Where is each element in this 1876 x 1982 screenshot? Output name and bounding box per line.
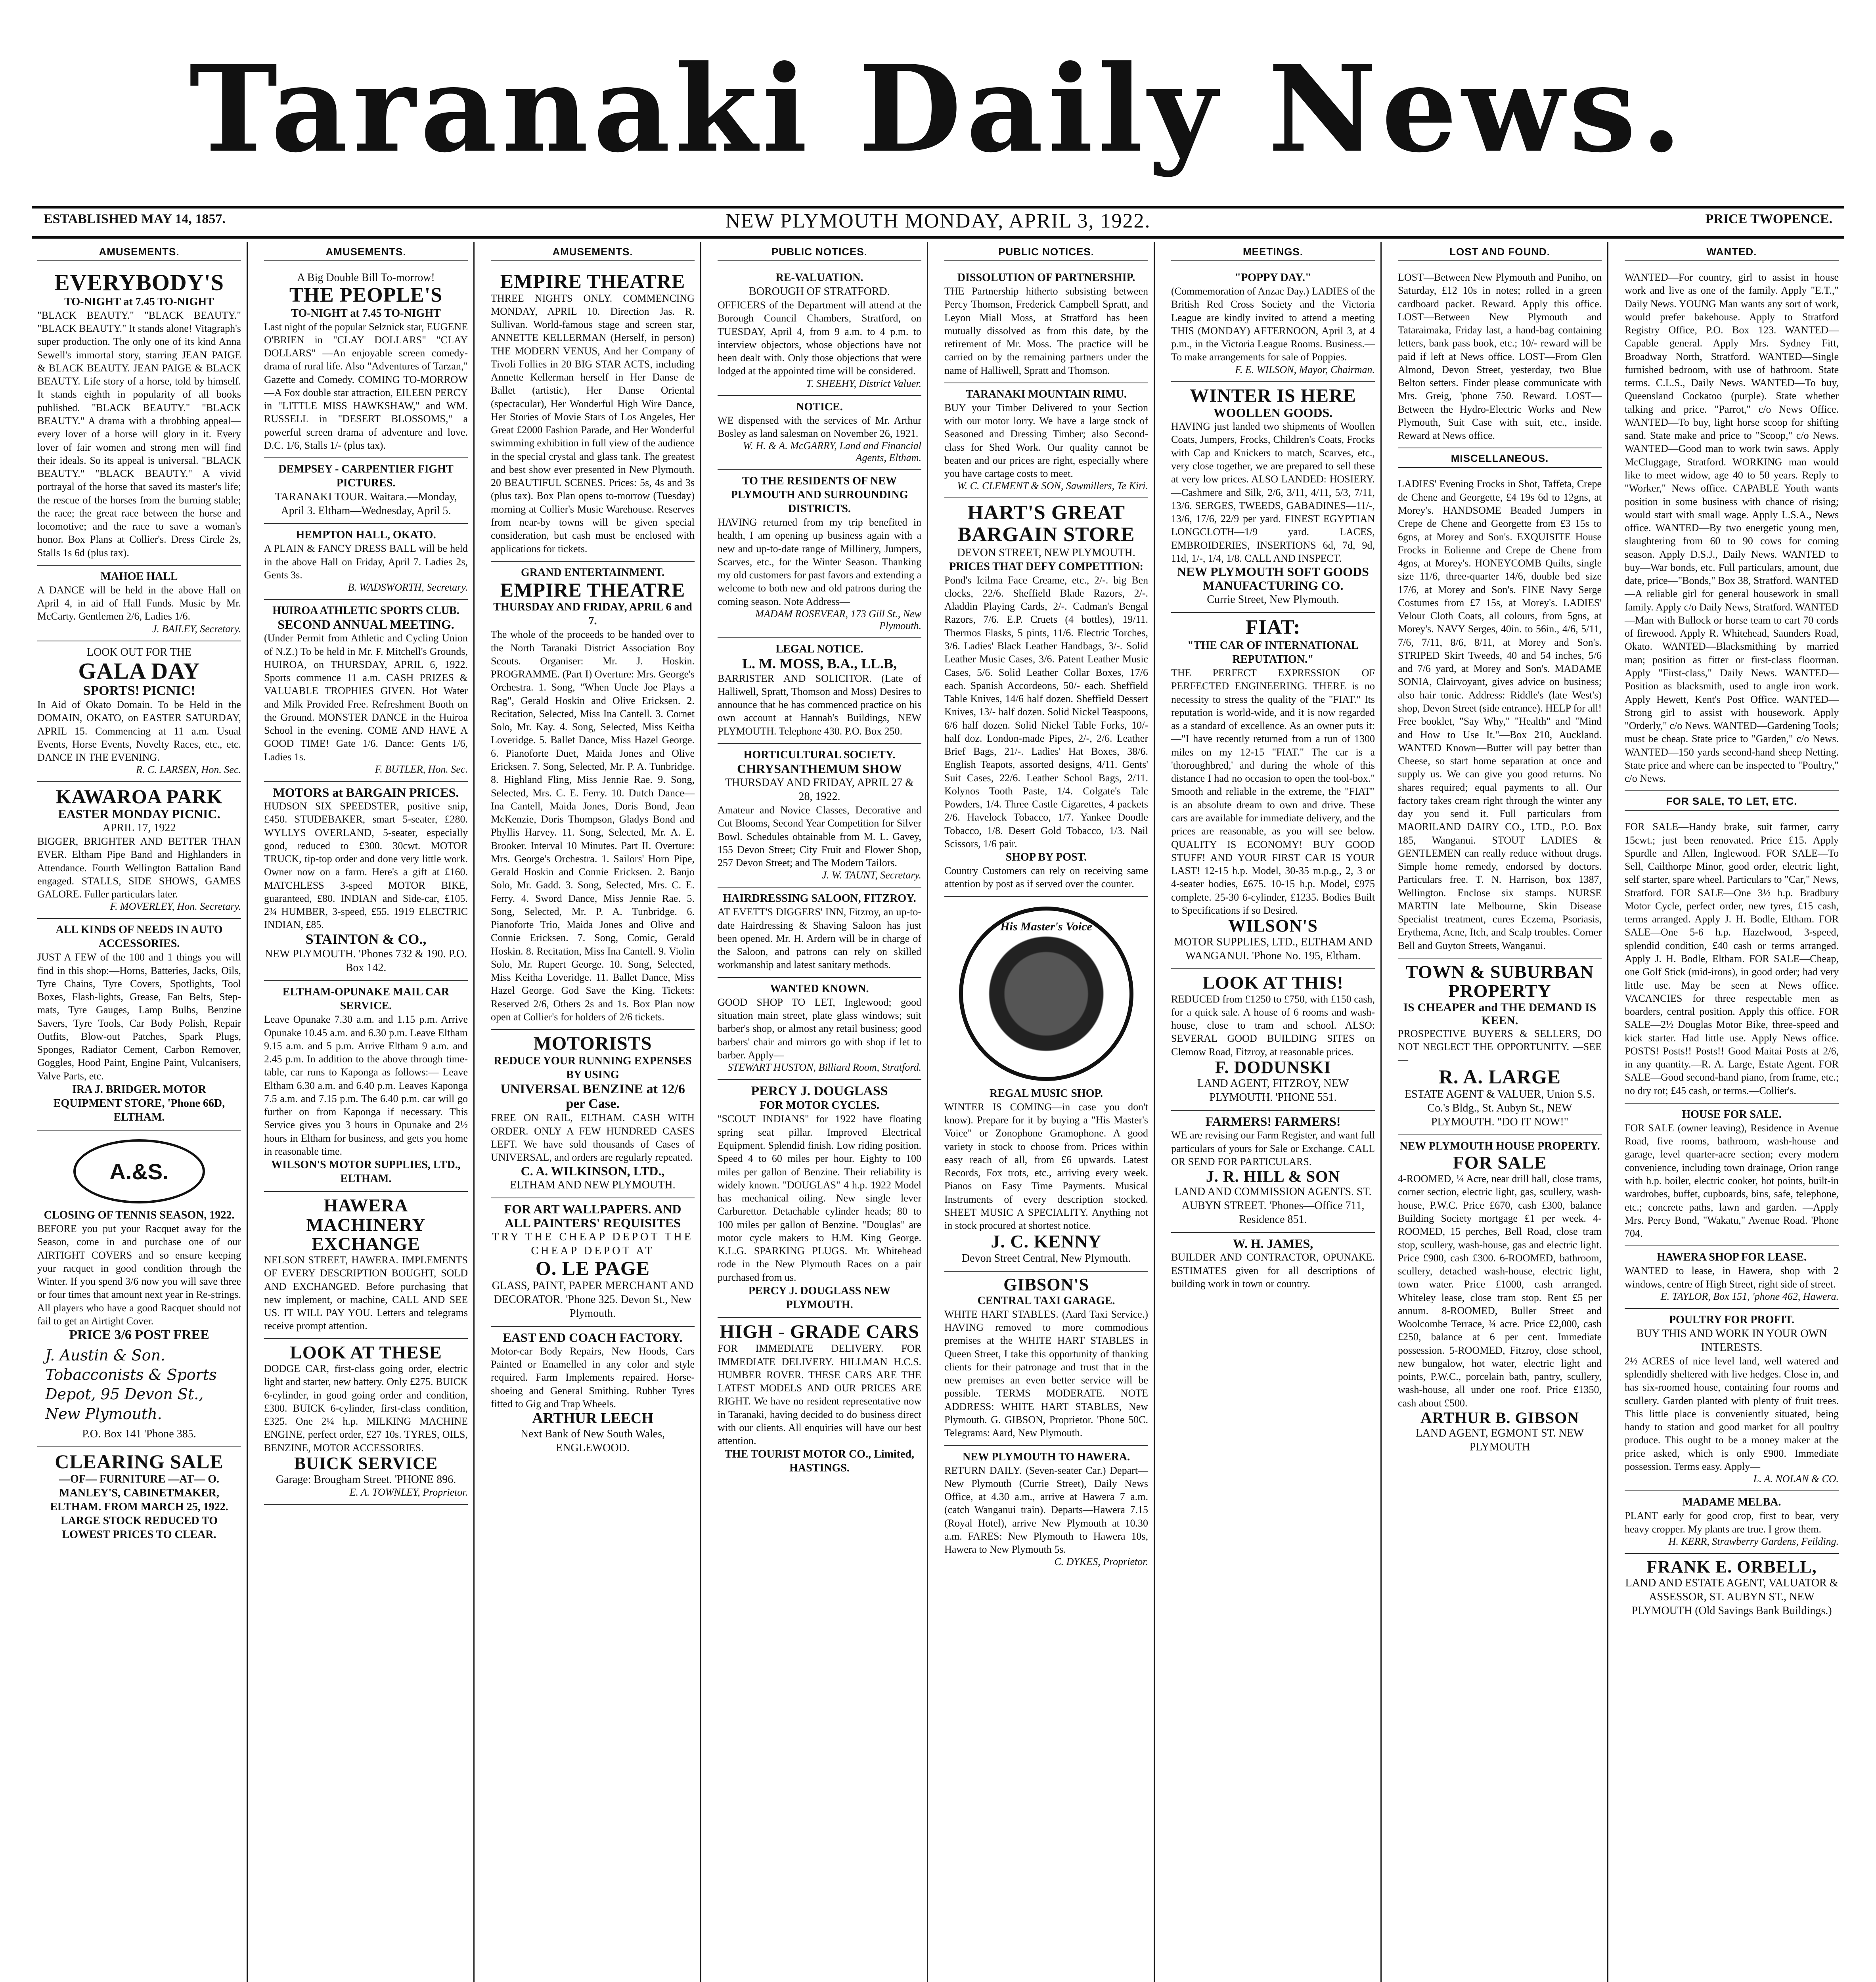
house-property-ad [1398,1135,1602,1460]
ad-signature: J. W. TAUNT, Secretary. [822,869,921,881]
masthead [32,16,1844,202]
as-logo: A.&S. [73,1139,205,1203]
ad-body: A DANCE will be held in the above Hall on April 4, in aid of Hall Funds. Music by Mr. McCarty. Gentlemen 2/6, Ladies 1/6. [37,584,241,622]
ad-contact: LAND AND COMMISSION AGENTS. ST. AUBYN STREET. 'Phones—Office 711, Residence 851. [1174,1186,1372,1226]
lost-found-listings [1398,267,1602,448]
ad-title: TOWN & SUBURBAN PROPERTY [1405,962,1594,1001]
kawaroa-park-ad [37,782,241,919]
price: PRICE TWOPENCE. [1705,212,1832,226]
ad-title: CLOSING OF TENNIS SEASON, 1922. [44,1209,235,1222]
ad-body: Last night of the popular Selznick star, EUGENE O'BRIEN in "CLAY DOLLARS" "CLAY DOLLARS" —An enjoyable screen comedy-drama of rural life. Also "Adventures of Tarzan," Gazette and Comedy. COMING TO-MORROW—A Fox double star attraction, EILEEN PERCY in "LITTLE MISS HAWKSHAW," and WM. RUSSELL in "DESERT BLOSSOMS," a powerful screen drama of adventure and love. D.C. 1/6, Stalls 1/- (plus tax). [264,321,468,451]
ad-signature: IRA J. BRIDGER. MOTOR EQUIPMENT STORE, 'Phone 66D, ELTHAM. [53,1083,225,1124]
ad-pretitle: NEW PLYMOUTH HOUSE PROPERTY. [1399,1140,1600,1152]
ad-subtitle: WOOLLEN GOODS. [1213,405,1333,420]
ad-body: In Aid of Okato Domain. To be Held in the DOMAIN, OKATO, on EASTER SATURDAY, APRIL 15. Commencing at 11 a.m. Usual Events, Horse Events, Novelty Races, etc., etc. DANCE IN THE EVENING. [37,699,241,763]
tennis-ad [37,1131,241,1447]
everybodys-ad [37,267,241,566]
ad-title: HAIRDRESSING SALOON, FITZROY. [723,892,916,905]
ad-body: (Commemoration of Anzac Day.) LADIES of the British Red Cross Society and the Victoria League are kindly invited to attend a meeting THIS (MONDAY) AFTERNOON, April 3, at 4 p.m., in the Victoria League Rooms. Business.—To make arrangements for sale of Poppies. [1171,285,1375,363]
ad-company: BUICK SERVICE [294,1453,438,1473]
ad-body: Leave Opunake 7.30 a.m. and 1.15 p.m. Arrive Opunake 10.45 a.m. and 6.30 p.m. Leave Eltham 9.15 a.m. and 5 p.m. Arrive Eltham 9 a.m. and 2.45 p.m. In addition to the above through time-table, car runs to Kaponga as follows:— Leave Eltham 6.30 a.m. and 6.40 p.m. Leaves Kaponga 7.5 a.m. and 7.15 p.m. The 6.40 p.m. car will go further on from Kaponga if necessary. This Service gives you 3 hours in Opunake and 2½ hours in Eltham for business, and gets you home in reasonable time. [264,1014,468,1157]
ad-subtitle: BUY THIS AND WORK IN YOUR OWN INTERESTS. [1636,1327,1827,1354]
ad-title: NEW PLYMOUTH TO HAWERA. [962,1450,1130,1463]
ad-title: TARANAKI MOUNTAIN RIMU. [966,388,1127,400]
town-property-ad [1398,958,1602,1135]
look-at-these-ad [264,1339,468,1505]
column-heading: LOST AND FOUND. [1398,242,1602,261]
poppy-day-notice [1171,267,1375,382]
ad-price: PRICE 3/6 POST FREE [69,1328,209,1343]
ad-company: WILSON'S [1228,916,1318,936]
column-heading: MEETINGS. [1171,242,1375,261]
ad-title: GIBSON'S [1003,1274,1089,1294]
ad-subtitle: EASTER MONDAY PICNIC. [58,806,220,821]
gibsons-garage-ad [944,1272,1148,1446]
ad-title: NOTICE. [796,400,843,413]
mahoe-hall-ad [37,566,241,641]
ad-body: HAVING returned from my trip benefited in health, I am opening up business again with a new and up-to-date range of Millinery, Jumpers, Scarves, etc., for the Winter Season. Thanking my old customers for past favors and extending a welcome to both new and old patrons during the coming season. Note Address— [718,517,921,607]
ad-company: J. R. HILL & SON [1206,1167,1340,1186]
ad-title: THE PEOPLE'S [289,284,443,306]
ad-subtitle: SPORTS! PICNIC! [83,683,195,698]
ad-pretitle: LEGAL NOTICE. [775,643,863,655]
coach-factory-ad [491,1327,695,1460]
ad-body: LADIES' Evening Frocks in Shot, Taffeta, Crepe de Chene and Georgette, £4 19s 6d to 12gns, at Morey's. HANDSOME Beaded Jumpers in Crepe de Chene and Georgette from £3 15s to 6gns, at Morey and Son's. EXQUISITE House Frocks in Eolienne and Crepe de Chene from 4gns, at Morey's. HONEYCOMB Quilts, single size 11/6, three-quarter 14/6, double bed size 17/6, at Morey and Son's. FINE Navy Serge Costumes from £7 15s, at Morey's. LADIES' Velour Cloth Coats, all colours, from 5gns, at Morey's. NAVY Serges, 40in. to 56in., 4/6, 5/11, 7/6, 7/11, 8/6, 8/11, at Morey and Son's. STRIPED Skirt Tweeds, 40 and 54 inches, 5/6 and 7/6 yard, at Morey and Son's. MADAME SONIA, Clairvoyant, gives advice on business; also hair tonic. Address: Riddle's (late West's) shop, Devon Street (side entrance). HELP for all! Free booklet, "Say Why," "Health" and "Mind and How to Use It."—Box 210, Auckland. WANTED Known—Butter will pay better than Cheese, so start home separation at once and supply us. We can give you good returns. No shares required; equal payments to all. Our factory takes cream right through the winter any day you send it. Full particulars from MAORILAND DAIRY CO., LTD., P.O. Box 185, Wanganui. STOUT LADIES & GENTLEMEN can really reduce without drugs. Simple home remedy, endorsed by doctors. Particulars free. T. N. Harrison, box 1387, Wellington. Enclose six stamps. NURSE MARTIN late Melbourne, Skin Disease Specialist treatment, cures Eczema, Psoriasis, Erythema, Acne, Itch, and Scalp troubles. Corner Bell and Guyton Streets, Wanganui. [1398,478,1602,951]
column-heading: PUBLIC NOTICES. [944,242,1148,261]
ad-body: THE PERFECT EXPRESSION OF PERFECTED ENGINEERING. THERE is no necessity to stress the quality of the "FIAT." Its reputation is world-wide, and it is now regarded as a standard of excellence. As an owner puts it:—"I have recently returned from a run of 1300 miles on my 12-15 "FIAT." The car is a 'thoroughbred,' and during the whole of this distance I had no occasion to open the tool-box." Smooth and reliable in the extreme, the "FIAT" is an absolute dream to own and drive. These cars are available for immediate delivery, and the prices are reasonable, as you will see below. QUALITY IS ECONOMY! BUY GOOD STUFF! AND YOUR FIRST CAR IS YOUR LAST! 12-15 h.p. Model, 30-35 m.p.g., 2, 3 or 4-seater bodies, £675. 10-15 h.p. Model, £975 complete. 25-30 6-cylinder, £1235. Bodies Built to Specifications if so Desired. [1171,667,1375,916]
ad-signature: R. C. LARSEN, Hon. Sec. [136,764,241,776]
ad-contact: MOTOR SUPPLIES, LTD., ELTHAM AND WANGANUI. 'Phone No. 195, Eltham. [1173,936,1373,962]
ad-date: THURSDAY AND FRIDAY, APRIL 27 & 28, 1922. [725,777,914,803]
ad-title: HEMPTON HALL, OKATO. [296,529,436,541]
ad-title: KAWAROA PARK [56,785,223,808]
winter-goods-ad [1171,382,1375,613]
hawera-machinery-ad [264,1192,468,1339]
ad-title: ELTHAM-OPUNAKE MAIL CAR SERVICE. [282,986,450,1012]
fiat-ad [1171,613,1375,969]
revaluation-notice [718,267,921,396]
ad-signature: W. C. CLEMENT & SON, Sawmillers, Te Kiri. [957,480,1148,492]
ad-body: Country Customers can rely on receiving same attention by post as if served over the counter. [944,865,1148,890]
ad-body: FOR SALE—Handy brake, suit farmer, carry 15cwt.; just been renovated. Price £15. Apply Spurdle and Allen, Inglewood. FOR SALE—To Sell, Cailthorpe Minor, good order, electric light, self starter, spare wheel. Particulars to "Car," News, Stratford. FOR SALE—One 3½ h.p. Bradbury Motor Cycle, perfect order, new tyres, £15 cash, terms arranged. Apply J. H. Bodle, Eltham. FOR SALE—One 5-6 h.p. Hazelwood, 3-speed, splendid condition, £40 cash or terms arranged. Apply J. H. Bodle, Eltham. FOR SALE—Cheap, one Golf Stick (mid-irons), in good order; had very little use. May be seen at News office. VACANCIES for three respectable men as boarders, central position. Apply this office. FOR SALE—2½ Douglas Motor Bike, three-speed and kick starter. Had little use. Apply News office. POSTS! Posts!! Posts!! Good Maitai Posts at 2/6, in any quantity.—R. A. Large, Estate Agent. FOR SALE—Good second-hand piano, from frame, etc.; no dry rot; £45 cash, or terms.—Collier's. [1625,821,1839,1096]
ad-body: —OF— FURNITURE —AT— O. MANLEY'S, CABINETMAKER, ELTHAM. FROM MARCH 25, 1922. LARGE STOCK REDUCED TO LOWEST PRICES TO CLEAR. [50,1473,228,1541]
empire-theatre-ad [491,267,695,562]
ad-title: DEMPSEY - CARPENTIER FIGHT PICTURES. [278,463,454,490]
ad-body: HAVING just landed two shipments of Woollen Coats, Jumpers, Frocks, Children's Coats, Frocks with Cap and Knickers to match, Scarves, etc., very close together, we are prepared to sell these at very low prices. ALSO LANDED: HOSIERY.—Cashmere and Silk, 2/6, 3/11, 4/11, 5/3, 7/11, 13/6. SERGES, TWEEDS, GABADINES—11/-, 13/6, 17/6, 22/9 per yard. FINEST EGYPTIAN LONGCLOTH—1/9 yard. LACES, EMBROIDERIES, INSERTIONS 6d, 7d, 9d, 11d, 1/-, 1/4, 1/8. CALL AND INSPECT. [1171,421,1375,564]
high-grade-cars-ad [718,1318,921,1481]
ad-contact: ELTHAM AND NEW PLYMOUTH. [510,1178,676,1191]
ad-company: ARTHUR LEECH [532,1410,653,1427]
ad-title: "POPPY DAY." [1235,272,1311,284]
ad-title: HOUSE FOR SALE. [1682,1108,1782,1121]
ad-contact: LAND AGENT, FITZROY, NEW PLYMOUTH. 'PHONE 551. [1197,1077,1349,1104]
ad-title: HIGH - GRADE CARS [720,1321,919,1342]
ad-body: BUILDER AND CONTRACTOR, OPUNAKE. ESTIMATES given for all descriptions of building work in town or country. [1171,1251,1375,1289]
ad-body: "SCOUT INDIANS" for 1922 have floating spring seat pillar. Improved Electrical Equipment. Splendid finish. Low riding position. Speed 4 to 60 miles per hour. Eighty to 100 miles per gallon of Benzine. Their reliability is widely known. "DOUGLAS" 4 h.p. 1922 Model has mechanical oiling. New single lever Carburettor. Detachable cylinder heads; 80 to 100 miles per gallon of Benzine. "Douglas" are motor cycle makers to H.M. King George. K.L.G. SPARKING PLUGS. Mr. Whitehead rode in the New Plymouth Races on a pair purchased from us. [718,1113,921,1283]
grand-entertainment-ad [491,562,695,1030]
ad-body: WINTER IS COMING—in case you don't know). Prepare for it by buying a "His Master's Voice" or Zonophone Gramophone. A good variety in stock to choose from. Prices within easy reach of all, from £6 upwards. Latest Records, Fox trots, etc., arriving every week. Pianos on Easy Time Payments. Musical Instruments of every description stocked. SHEET MUSIC A SPECIALITY. Anything not in stock procured at shortest notice. [944,1101,1148,1232]
gala-day-ad [37,641,241,782]
ad-company: C. A. WILKINSON, LTD., [521,1163,665,1178]
ad-pretitle: HUIROA ATHLETIC SPORTS CLUB. [272,605,459,617]
ad-body: PLANT early for good crop, first to bear, very heavy cropper. My plants are true. I grow them. [1625,1510,1839,1535]
dissolution-notice [944,267,1148,383]
ad-company: J. C. KENNY [991,1231,1102,1252]
ad-signature: E. A. TOWNLEY, Proprietor. [349,1486,468,1498]
ad-subtitle: TO-NIGHT at 7.45 TO-NIGHT [64,295,214,308]
ad-title: HAWERA MACHINERY EXCHANGE [306,1195,426,1254]
ad-pretitle: A Big Double Bill To-morrow! [297,272,435,284]
newspaper-title: Taranaki Daily News. [189,39,1687,179]
ad-signature: J. BAILEY, Secretary. [152,623,241,635]
ad-title: MAHOE HALL [100,570,178,583]
ad-title: WANTED KNOWN. [770,982,869,995]
ad-subtitle: "THE CAR OF INTERNATIONAL REPUTATION." [1187,639,1359,666]
ad-signature: C. DYKES, Proprietor. [1054,1556,1148,1568]
ad-signature: F. MOVERLEY, Hon. Secretary. [110,901,241,913]
column-heading: AMUSEMENTS. [264,242,468,261]
ad-contact: Garage: Brougham Street. 'PHONE 896. [276,1473,456,1486]
ad-title: MOTORS at BARGAIN PRICES. [273,785,459,800]
ad-body: Motor-car Body Repairs, New Hoods, Cars Painted or Enamelled in any color and style required. Farm Implements repaired. Horse-shoeing and General Smithing. Rubber Tyres fitted to Gig and Trap Wheels. [491,1345,695,1410]
ad-title: TO THE RESIDENTS OF NEW PLYMOUTH AND SURROUNDING DISTRICTS. [731,475,908,515]
ad-body: LAND AND ESTATE AGENT, VALUATOR & ASSESSOR, ST. AUBYN ST., NEW PLYMOUTH (Old Savings Bank Buildings.) [1625,1576,1838,1617]
ad-title: HART'S GREAT BARGAIN STORE [957,501,1135,546]
motor-cycles-ad [718,1080,921,1318]
ad-title: POULTRY FOR PROFIT. [1669,1313,1795,1326]
columns [32,242,1844,1982]
ad-title: DISSOLUTION OF PARTNERSHIP. [957,272,1135,284]
ad-date: APRIL 17, 1922 [102,822,176,834]
ad-title: FIAT: [1245,616,1301,639]
column-heading: PUBLIC NOTICES. [718,242,921,261]
ad-body: WHITE HART STABLES. (Aard Taxi Service.) HAVING removed to more commodious premises at the WHITE HART STABLES in Queen Street, I take this opportunity of thanking clients for their patronage and trust that in the new premises an even better service will be possible. TERMS MODERATE. NOTE ADDRESS: WHITE HART STABLES, New Plymouth. G. GIBSON, Proprietor. 'Phone 50C. Telegrams: Aard, New Plymouth. [944,1308,1148,1439]
ad-company: NEW PLYMOUTH SOFT GOODS MANUFACTURING CO. [1177,564,1369,593]
ad-body: Amateur and Novice Classes, Decorative and Cut Blooms, Second Year Competition for Silver Bowl. Schedules obtainable from M. L. Gavey, 155 Devon Street; City Fruit and Flower Shop, 257 Devon Street; and The Modern Tailors. [718,804,921,869]
ad-contact: Next Bank of New South Wales, ENGLEWOOD. [520,1427,665,1454]
ad-body: "BLACK BEAUTY." "BLACK BEAUTY." "BLACK BEAUTY." It stands alone! Vitagraph's super production. The only one of its kind Anna Sewell's immortal story, starring JEAN PAIGE & BLACK BEAUTY. JEAN PAIGE & BLACK BEAUTY. Life story of a horse, told by himself. It stands eighth in popularity of all books published. "BLACK BEAUTY." "BLACK BEAUTY." A drama with a throbbing appeal—every lover of a horse will glory in it. Every lover of fair women and strong men will find their ideals. So its appeal is universal. "BLACK BEAUTY." "BLACK BEAUTY." A vivid portrayal of the horse that saved its master's life; the rescue of the horses from the burning stable; the race; the great race between the horse and locomotive; and the race to save a woman's honor. Box Plans at Collier's. Dress Circle 2s, Stalls 1s 6d (plus tax). [37,309,241,559]
ad-title: EMPIRE THEATRE [500,270,685,292]
ad-signature: W. H. & A. McGARRY, Land and Financial Agents, Eltham. [743,440,921,464]
ad-title: FRANK E. ORBELL, [1646,1557,1817,1576]
hawera-shop-ad [1625,1246,1839,1309]
ad-body: WANTED—For country, girl to assist in house work and live as one of the family. Apply "E.T.," Daily News. YOUNG Man wants any sort of work, would prefer bakehouse. Apply to Stratford Registry Office, P.O. Box 123. WANTED—Capable general. Apply Mrs. Sydney Fitt, Broadway North, Stratford. WANTED—Single furnished bedroom, with use of bathroom. State terms. C.L.S., Daily News. WANTED—To buy, Queensland Cockatoo (purple). State whether talking and price. "Parrot," c/o News Office. WANTED—To buy, light horse scoop for shifting sand. State make and price to "Scoop," c/o News. WANTED—Good man to work twin saws. Apply McCluggage, Stratford. WORKING man would like to meet widow, age 40 to 50 years. Reply to "Worker," News office. CAPABLE Youth wants position in some business with chance of rising; would start with small wage. Apply L.S.A., News office. WANTED—By two energetic young men, slaughtering from 60 to 90 cows for coming season. Apply D.S.J., Daily News. WANTED to buy—War bonds, etc. Full particulars, amount, due date, price—"Bonds," Box 38, Stratford. WANTED—A reliable girl for general housework in small family. Apply c/o Daily News, Stratford. WANTED—Man with Bullock or horse team to cart 70 cords of firewood. Apply R. Whitehead, Saunders Road, Okato. WANTED—Blacksmithing by married man; position as fitter or first-class floorman. Apply "First-class," Daily News. WANTED—Position as blacksmith, used to angle iron work. Apply Hewett, Kent's Post Office. WANTED—Strong girl to assist with housework. Apply "Orderly," c/o News. WANTED—Gardening Tools; must be cheap. State price to "Garden," c/o News. WANTED—150 yards second-hand sheep Netting. State price and where can be inspected to "Poultry," c/o News. [1625,272,1839,784]
column-4 [712,242,928,1982]
ad-title: LOOK AT THIS! [1202,972,1344,993]
ad-title: L. M. MOSS, B.A., LL.B, [742,655,897,672]
ad-title: FOR SALE [1453,1152,1547,1173]
ad-signature: F. E. WILSON, Mayor, Chairman. [1235,363,1375,375]
ad-body: WE are revising our Farm Register, and want full particulars of yours for Sale or Exchange. CALL OR SEND FOR PARTICULARS. [1171,1129,1375,1167]
ad-contact: NEW PLYMOUTH. 'Phones 732 & 190. P.O. Box 142. [264,948,467,974]
ad-company: O. LE PAGE [535,1257,650,1280]
ad-title: LOOK AT THESE [290,1342,442,1362]
ad-body: BIGGER, BRIGHTER AND BETTER THAN EVER. Eltham Pipe Band and Highlanders in Attendance. Fourth Wellington Battalion Band engaged. STALLS, SIDE SHOWS, GAMES GALORE. Fuller particulars later. [37,836,241,900]
ad-title: ALL KINDS OF NEEDS IN AUTO ACCESSORIES. [56,924,223,950]
ad-body: AT EVETT'S DIGGERS' INN, Fitzroy, an up-to-date Hairdressing & Shaving Saloon has just been opened. Mr. H. Ardern will be in charge of the Saloon, and patrons can rely on skilled workmanship and latest sanitary methods. [718,906,921,971]
builder-ad [1171,1233,1375,1296]
ad-title: SECOND ANNUAL MEETING. [278,617,454,632]
regal-music-ad [944,897,1148,1272]
ad-title: FARMERS! FARMERS! [1205,1114,1341,1129]
clearing-sale-ad [37,1447,241,1547]
ad-signature: STEWART HUSTON, Billiard Room, Stratford. [727,1062,921,1073]
ad-body: THREE NIGHTS ONLY. COMMENCING MONDAY, APRIL 10. Direction Jas. R. Sullivan. World-famous stage and screen star, ANNETTE KELLERMAN (Herself, in person) THE MODERN VENUS, And her Company of Tivoli Follies in 20 BIG STAR ACTS, including Annette Kellerman herself in Her Danse de Ballet (artistic), Her Danse Oriental (spectacular), Her Wonderful High Wire Dance, Her Stories of Movie Stars of Los Angeles, Her Great £2000 Fashion Parade, and Her Wonderful swimming exhibition in full view of the audience in the special crystal and glass tank. The greatest and best show ever presented in New Plymouth. 20 BEAUTIFUL SCENES. Prices: 5s, 4s and 3s (plus tax). Box Plan opens to-morrow (Tuesday) morning at Collier's Music Warehouse. Reserves from near-by towns will be given special consideration, but cash must be enclosed with applications for tickets. [491,292,695,555]
dempsey-ad [264,458,468,524]
ad-title: REGAL MUSIC SHOP. [989,1087,1103,1100]
column-5 [939,242,1155,1982]
ad-body: 2½ ACRES of nice level land, well watered and splendidly sheltered with live hedges. Close in, and has six-roomed house, containing four rooms and scullery. Garden planted with plenty of fruit trees. This little place is conveniently situated, being handy to station and good market for all poultry produce. This ought to be a money maker at the price asked, which is only £900. Immediate possession. Terms easy. Apply— [1625,1355,1839,1472]
ad-subtitle: FOR MOTOR CYCLES. [759,1099,880,1112]
ad-title: WINTER IS HERE [1190,385,1356,406]
chrysanthemum-show-ad [718,744,921,888]
ad-body: (Under Permit from Athletic and Cycling Union of N.Z.) To be held in Mr. F. Mitchell's Grounds, HUIROA, on THURSDAY, APRIL 6, 1922. Sports commence 11 a.m. CASH PRIZES & VALUABLE TROPHIES GIVEN. Hot Water and Milk Provided Free. Refreshment Booth on the Ground. MONSTER DANCE in the Huiroa School in the evening. COME AND HAVE A GOOD TIME! Gate 1/6. Dance: Gents 1/6, Ladies 1s. [264,632,468,763]
ad-body: BEFORE you put your Racquet away for the Season, come in and purchase one of our AIRTIGHT COVERS and so ensure keeping your racquet in good condition through the Winter. If you spend 3/6 now you will save three or four times that amount next year in Re-strings. All players who have a good Racquet should not fail to get an Airtight Cover. [37,1223,241,1327]
ad-company: R. A. LARGE [1438,1066,1561,1088]
ad-body: JUST A FEW of the 100 and 1 things you will find in this shop:—Horns, Batteries, Jacks, Oils, Tyre Chains, Tyre Covers, Spotlights, Tool Boxes, Flash-lights, Grease, Fan Belts, Step-mats, Tyre Gauges, Lamp Bulbs, Benzine Savers, Tyre Tools, Car Body Polish, Repair Outfits, Blow-out Patches, Spark Plugs, Sponges, Radiator Cement, Carbon Remover, Goggles, Hood Paint, Engine Paint, Vulcanisers, Valve Parts, etc. [37,951,241,1082]
ad-body: DODGE CAR, first-class going order, electric light and starter, new battery. Only £275. BUICK 6-cylinder, in good going order and condition, £300. BUICK 6-cylinder, first-class condition, £325. One 2¼ h.p. MILKING MACHINE ENGINE, perfect order, £27 10s. TYRES, OILS, BENZINE, MOTOR ACCESSORIES. [264,1363,468,1454]
ad-subtitle: BOROUGH OF STRATFORD. [749,285,890,298]
ad-body: TARANAKI TOUR. Waitara.—Monday, April 3. Eltham—Wednesday, April 5. [275,491,457,517]
ad-title: PERCY J. DOUGLASS [751,1084,888,1099]
column-heading: AMUSEMENTS. [37,242,241,261]
ad-product: UNIVERSAL BENZINE at 12/6 per Case. [500,1081,685,1112]
ad-signature: WILSON'S MOTOR SUPPLIES, LTD., ELTHAM. [271,1159,461,1185]
ad-body: The whole of the proceeds to be handed over to the North Taranaki District Association Boy Scouts. Organiser: Mr. J. Hoskin. PROGRAMME. (Part I) Overture: Mrs. George's Orchestra. 1. Song, "When Uncle Joe Plays a Rag", Gerald Hoskin and Olive Ericksen. 2. Recitation, Selected, Miss Ina Cantell. 3. Cornet Solo, Mr. Kay. 4. Song, Selected, Miss Keitha Loveridge. 5. Ballet Dance, Miss Hazel George. 6. Pianoforte Duet, Maida Jones and Olive Ericksen. 7. Song, Selected, Mr. P. A. Tunbridge. 8. Highland Fling, Miss Jennie Rae. 9. Song, Selected, Mrs. C. E. Ferry. 10. Dutch Dance—Ina Cantell, Maida Jones, Doris Bond, Jean McKenzie, Doris Thompson, Gladys Bond and Phyllis Harvey. 11. Song, Selected, Mr. A. E. Brooker. Interval 10 Minutes. Part II. Overture: Mrs. George's Orchestra. 1. Sailors' Horn Pipe, Gerald Hoskin and Connie Ericksen. 2. Banjo Solo, Mr. Gadd. 3. Song, Selected, Mrs. C. E. Ferry. 4. Sword Dance, Miss Jennie Rae. 5. Song, Selected, Mr. P. A. Tunbridge. 6. Pianoforte Trio, Maida Jones and Olive and Connie Ericksen. 7. Song, Comic, Gerald Hoskin. 8. Recitation, Miss Ina Cantell. 9. Violin Solo, Mr. Rupert George. 10. Song, Selected, Miss Keitha Loveridge. 11. Ballet Dance, Miss Hazel George. God Save the King. Tickets: Reserved 2/6, Others 2s and 1s. Box Plan now open at Collier's for holders of 2/6 tickets. [491,629,695,1023]
ad-company: F. DODUNSKI [1215,1057,1331,1077]
ad-title: FOR ART WALLPAPERS. AND ALL PAINTERS' REQUISITES [504,1201,681,1230]
column-3 [485,242,701,1982]
ad-signature: L. A. NOLAN & CO. [1753,1473,1839,1485]
melba-ad [1625,1491,1839,1554]
ad-body: FOR SALE (owner leaving), Residence in Avenue Road, five rooms, bathroom, wash-house and garage, level quarter-acre section; every modern convenience, including town drainage, Orion range with h.p. boiler, electric cooker, hot points, built-in wardrobes, buffet, cupboards, bins, safe, telephone, etc.; concrete paths, lawn and garden. —Apply Mrs. Percy Bond, "Wakatu," Avenue Road. 'Phone 704. [1625,1122,1839,1240]
his-masters-voice-logo [959,907,1133,1081]
ad-title: HAWERA SHOP FOR LEASE. [1656,1251,1807,1264]
ad-subtitle: TO-NIGHT at 7.45 TO-NIGHT [291,307,441,319]
ad-body: REDUCED from £1250 to £750, with £150 cash, for a quick sale. A house of 6 rooms and wash-house, close to tram and school. ALSO: SEVERAL GOOD BUILDING SITES on Clemow Road, Fitzroy, at reasonable prices. [1171,993,1375,1058]
ad-signature: B. WADSWORTH, Secretary. [348,582,468,593]
peoples-theatre-ad [264,267,468,458]
wallpapers-ad [491,1198,695,1327]
ad-contact: P.O. Box 141 'Phone 385. [82,1428,196,1441]
logo-text: His Master's Voice [1000,920,1092,933]
column-6 [1166,242,1382,1982]
ad-company: STAINTON & CO., [305,931,427,947]
ad-title: MADAME MELBA. [1682,1496,1781,1509]
ad-title: EVERYBODY'S [54,270,224,295]
poultry-ad [1625,1309,1839,1491]
ad-pretitle: LOOK OUT FOR THE [86,646,192,658]
ad-pretitle: GRAND ENTERTAINMENT. [521,566,664,579]
ad-contact: LAND AGENT, EGMONT ST. NEW PLYMOUTH [1415,1427,1584,1453]
notice [718,396,921,471]
look-at-this-ad [1171,969,1375,1111]
ad-title: GALA DAY [78,658,200,684]
ad-signature: H. KERR, Strawberry Gardens, Feilding. [1668,1535,1839,1547]
section-heading: MISCELLANEOUS. [1398,448,1602,468]
ad-date: THURSDAY AND FRIDAY, APRIL 6 and 7. [493,601,692,628]
ad-contact: Devon Street Central, New Plymouth. [961,1252,1131,1265]
ad-subtitle: CENTRAL TAXI GARAGE. [977,1294,1115,1307]
column-8 [1619,242,1844,1982]
residents-notice [718,470,921,638]
ad-body: RETURN DAILY. (Seven-seater Car.) Depart—New Plymouth (Currie Street), Daily News Office, at 4.30 a.m., arrive at Hawera 7 a.m. (catch Wanganui train). Departs—Hawera 7.15 (Royal Hotel), arrive New Plymouth at 10.30 a.m. FARES: New Plymouth to Hawera 10s, Hawera to New Plymouth 5s. [944,1464,1148,1555]
ad-subtitle: REDUCE YOUR RUNNING EXPENSES BY USING [494,1054,692,1081]
issue-date: NEW PLYMOUTH MONDAY, APRIL 3, 1922. [725,210,1151,232]
ad-body: WE dispensed with the services of Mr. Arthur Bosley as land salesman on November 26, 1921. [718,414,921,439]
ad-signature: MADAM ROSEVEAR, 173 Gill St., New Plymouth. [755,608,921,631]
ad-body: A PLAIN & FANCY DRESS BALL will be held in the above Hall on Friday, April 7. Ladies 2s, Gents 3s. [264,543,468,581]
rimu-ad [944,383,1148,499]
ad-pretitle: HORTICULTURAL SOCIETY. [743,748,896,761]
ad-body: THE Partnership hitherto subsisting between Percy Thomson, Frederick Campbell Spratt, and Leyon Miall Moss, at Stratford has been mutually dissolved as from this date, by the retirement of Mr. Moss. The practice will be carried on by the remaining partners under the name of Halliwell, Spratt and Thomson. [944,285,1148,376]
column-2 [258,242,475,1982]
ad-body: OFFICERS of the Department will attend at the Borough Council Chambers, Stratford, on TUESDAY, April 4, from 9 a.m. to 4 p.m. to interview objectors, whose objections have not been dealt with. Only those objections that were lodged at the appointed time will be considered. [718,299,921,377]
house-for-sale-ad [1625,1104,1839,1246]
column-heading: AMUSEMENTS. [491,242,695,261]
ad-body: FOR IMMEDIATE DELIVERY. FOR IMMEDIATE DELIVERY. HILLMAN H.C.S. HUMBER ROVER. THESE CARS ARE THE LATEST MODELS AND OUR PRICES ARE RIGHT. We have no resident representative now in Taranaki, having decided to do business direct with our clients. All enquiries will have our best attention. [718,1343,921,1447]
column-heading: WANTED. [1625,242,1839,261]
ad-contact: GLASS, PAINT, PAPER MERCHANT AND DECORATOR. 'Phone 325. Devon St., New Plymouth. [492,1279,694,1320]
ad-body: HUDSON SIX SPEEDSTER, positive snip, £450. STUDEBAKER, smart 5-seater, £280. WYLLYS OVERLAND, 5-seater, especially good, reduced to £300. 30cwt. MOTOR TRUCK, tip-top order and done very little work. Owner now on a farm. Here's a gift at £160. MATCHLESS 3-speed MOTOR BIKE, guaranteed, £80. INDIAN and Side-car, £105. 2¾ HUMBER, 3-speed, £55. 1919 ELECTRIC INDIAN, £85. [264,800,468,931]
ad-body: PROSPECTIVE BUYERS & SELLERS, DO NOT NEGLECT THE OPPORTUNITY. —SEE— [1398,1027,1602,1066]
ad-body: LOST—Between New Plymouth and Puniho, on Saturday, £12 10s in notes; rolled in a green cardboard packet. Reward. Apply this office. LOST—Between New Plymouth and Tataraimaka, Friday last, a hand-bag containing letters, bank pass book, etc.; 10/- reward will be paid if left at News office. LOST—From Glen Almond, Devon Street, yesterday, two Blue Belton setters. Finder please communicate with Mrs. Greig, 'phone 750. Reward. LOST—Between the Hydro-Electric Works and New Plymouth, Suit Case with suit, etc., inside. Reward at News office. [1398,272,1602,442]
motorists-ad [491,1030,695,1198]
section-heading: FOR SALE, TO LET, ETC. [1625,791,1839,811]
column-1 [32,242,248,1982]
ad-company: ARTHUR B. GIBSON [1420,1408,1579,1427]
ad-signature: F. BUTLER, Hon. Sec. [375,763,468,775]
handwritten-signature: J. Austin & Son. Tobacconists & Sports Depot, 95 Devon St., New Plymouth. [45,1346,217,1423]
ad-title: EMPIRE THEATRE [500,578,685,601]
ad-body: BUY your Timber Delivered to your Section with our motor lorry. We have a large stock of Seasoned and Dressing Timber; also Second-class for Shed Work. Our quality cannot be beaten and our prices are right, especially where you have cartage costs to meet. [944,402,1148,480]
established-date: ESTABLISHED MAY 14, 1857. [44,212,226,226]
ad-title: EAST END COACH FACTORY. [503,1330,683,1345]
ad-title: CHRYSANTHEMUM SHOW [737,761,902,776]
ad-title: W. H. JAMES, [1233,1236,1313,1251]
mail-car-ad [264,981,468,1192]
ad-address: DEVON STREET, NEW PLYMOUTH. [957,546,1135,559]
motors-ad [264,782,468,981]
hairdressing-ad [718,888,921,978]
column-7 [1392,242,1608,1982]
ad-signature: E. TAYLOR, Box 151, 'phone 462, Hawera. [1660,1290,1839,1302]
ad-subtitle: IS CHEAPER and THE DEMAND IS KEEN. [1403,1001,1597,1027]
ad-body: TRY THE CHEAP DEPOT THE CHEAP DEPOT AT [492,1231,693,1257]
huiroa-sports-ad [264,600,468,782]
for-sale-listings [1625,816,1839,1104]
hempton-hall-ad [264,524,468,600]
auto-accessories-ad [37,919,241,1131]
ad-title: CLEARING SALE [55,1450,224,1473]
ad-body: NELSON STREET, HAWERA. IMPLEMENTS OF EVERY DESCRIPTION BOUGHT, SOLD AND EXCHANGED. Before purchasing that new implement, or machine, CALL AND SEE US. IT WILL PAY YOU. Letters and telegrams receive prompt attention. [264,1254,468,1332]
np-hawera-service-ad [944,1446,1148,1574]
ad-title: MOTORISTS [533,1033,652,1054]
wanted-listings [1625,267,1839,791]
ad-signature: THE TOURIST MOTOR CO., Limited, HASTINGS. [725,1448,914,1475]
ad-body: GOOD SHOP TO LET, Inglewood; good situation main street, plate glass windows; suit barber's shop, or almost any retail business; good barbers' chair and mirrors go with shop if let to barber. Apply— [718,996,921,1061]
ad-body: 4-ROOMED, ¼ Acre, near drill hall, close trams, corner section, electric light, gas, scullery, wash-house, P.W.C. Price £670, cash £300, balance Building Society mortgage £1 per week. 4-ROOMED, 15 perches, Bell Road, close tram stop, scullery, wash-house, gas and electric light. Price £900, cash £300. 6-ROOMED, bathroom, scullery, detached wash-house, electric light, town water. Price £1000, cash arranged. Whiteley lease, close tram stop. Rent £5 per annum. 8-ROOMED, Buller Street and Woolcombe Terrace, ¾ acre. Price £2,000, cash £250, balance at 6 per cent. Immediate possession. 5-ROOMED, Fitzroy, close school, new bungalow, hot water, electric light and points, P.W.C., porcelain bath, pantry, scullery, wash-house, all under one roof. Price £1350, cash about £500. [1398,1173,1602,1409]
ad-contact: Currie Street, New Plymouth. [1207,593,1339,606]
ad-body: WANTED to lease, in Hawera, shop with 2 windows, centre of High Street, right side of street. [1625,1265,1839,1290]
ad-subtitle: PRICES THAT DEFY COMPETITION: [949,560,1143,573]
harts-store-ad [944,498,1148,897]
price-list: Pond's Icilma Face Creame, etc., 2/-. big Ben clocks, 22/6. Sheffield Blade Razors, 2/-. Aladdin Playing Cards, 2/-. Cadman's Bengal Razors, 7/6. E.P. Cruets (4 bottles), 19/11. Thermos Flasks, 5 pints, 11/6. Electric Torches, 3/6. Ladies' Black Leather Handbags, 3/-. Solid Leather Music Cases, 3/6. Patent Leather Music Cases, 5/6. Solid Leather Collar Boxes, 17/6 each. Spanish Accordeons, 50/- each. Sheffield Table Knives, 14/6 half dozen. Sheffield Dessert Knives, 13/- half dozen. Solid Nickel Teaspoons, 6/6 half dozen. Solid Nickel Table Forks, 10/- half doz. London-made Pipes, 2/-, 2/6. Leather Brief Bags, 21/-. Ladies' Hat Boxes, 38/6. English Teapots, assorted designs, 4/11. Gents' Suit Cases, 22/6. Leather School Bags, 2/11. Kolynos Tooth Paste, 1/4. Colgate's Talc Powders, 1/4. Three Castle Cigarettes, 4 packets 2/6. Havelock Tobacco, 1/7. Yankee Doodle Tobacco, 1/8. Desert Gold Tobacco, 1/3. Nail Scissors, 1/6 pair. [944,574,1148,849]
wanted-known-ad [718,978,921,1080]
ad-body: FREE ON RAIL, ELTHAM. CASH WITH ORDER. ONLY A FEW HUNDRED CASES LEFT. We have sold thousands of Cases of UNIVERSAL, and orders are regularly repeated. [491,1112,695,1163]
ad-title: RE-VALUATION. [775,272,863,284]
legal-notice [718,638,921,744]
dateline [32,206,1844,239]
ad-signature: T. SHEEHY, District Valuer. [806,377,921,389]
ad-contact: ESTATE AGENT & VALUER, Union S.S. Co.'s Bldg., St. Aubyn St., NEW PLYMOUTH. "DO IT NOW!" [1404,1088,1595,1128]
orbell-ad [1625,1554,1839,1623]
miscellaneous-listings [1398,473,1602,958]
farmers-ad [1171,1111,1375,1233]
ad-signature: PERCY J. DOUGLASS NEW PLYMOUTH. [748,1284,891,1311]
ad-title: SHOP BY POST. [1005,851,1087,864]
ad-body: BARRISTER AND SOLICITOR. (Late of Halliwell, Spratt, Thomson and Moss) Desires to announce that he has commenced practice on his own account at Hannah's Buildings, NEW PLYMOUTH. Telephone 430. P.O. Box 250. [718,672,921,737]
